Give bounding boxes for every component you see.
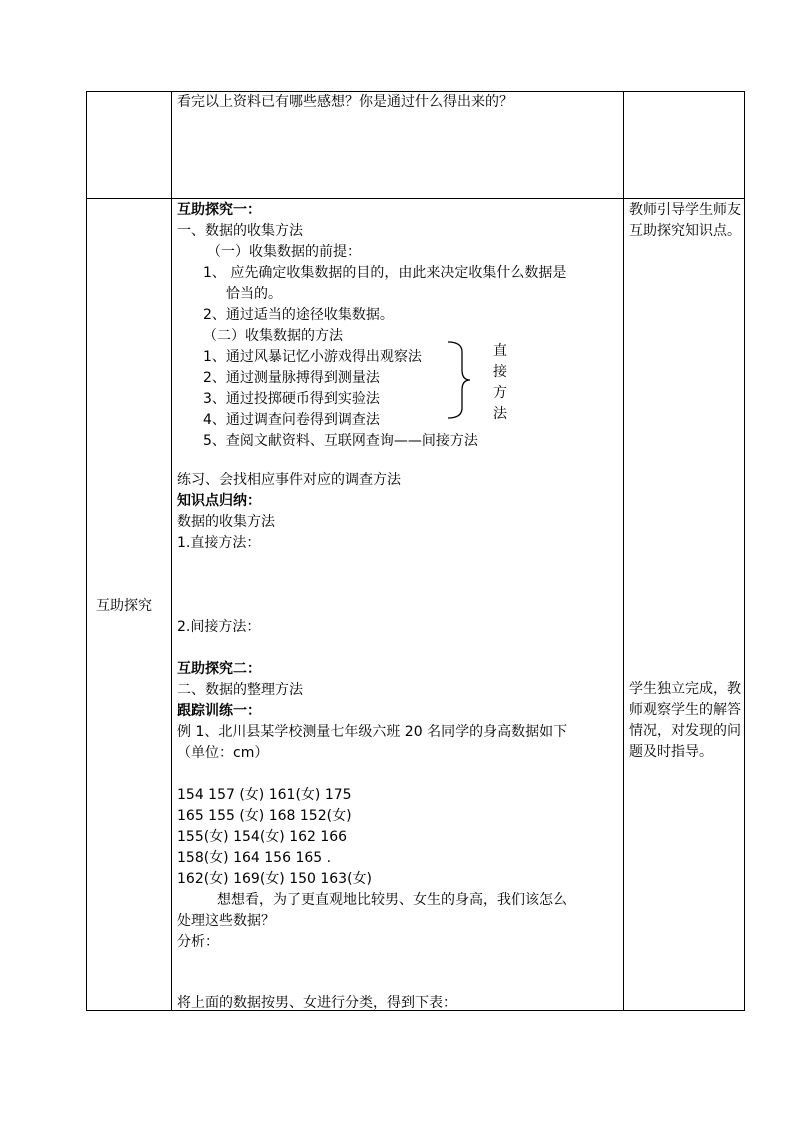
- direct-method-char-4: 法: [493, 406, 507, 422]
- collection-methods-heading: 一、数据的收集方法: [177, 223, 303, 239]
- practice-heading: 跟踪训练一：: [177, 703, 261, 719]
- height-data-row-5: 162(女) 169(女) 150 163(女): [177, 871, 373, 887]
- premise-item-2: 2、通过适当的途径收集数据。: [203, 307, 394, 323]
- exercise-line: 练习、会找相应事件对应的调查方法: [177, 472, 401, 488]
- method-item-5: 5、查阅文献资料、互联网查询——间接方法: [203, 433, 478, 449]
- direct-method-blank: 1.直接方法：: [177, 535, 261, 551]
- inquiry-two-heading: 互助探究二：: [177, 661, 261, 677]
- example-line-2: （单位：cm）: [177, 745, 269, 761]
- think-question-line-2: 处理这些数据？: [177, 913, 275, 929]
- premise-item-1-line-2: 恰当的。: [226, 286, 282, 302]
- think-question-line-1: 想想看，为了更直观地比较男、女生的身高，我们该怎么: [217, 892, 567, 908]
- right-brace-icon: [446, 340, 476, 420]
- height-data-row-3: 155(女) 154(女) 162 166: [177, 829, 348, 845]
- method-item-4: 4、通过调查问卷得到调查法: [203, 412, 380, 428]
- classify-line: 将上面的数据按男、女进行分类，得到下表：: [177, 995, 457, 1011]
- teacher-note-2: 学生独立完成，教师观察学生的解答情况，对发现的问题及时指导。: [629, 681, 741, 760]
- height-data-row-2: 165 155 (女) 168 152(女): [177, 808, 352, 824]
- method-item-3: 3、通过投掷硬币得到实验法: [203, 391, 380, 407]
- height-data-row-1: 154 157 (女) 161(女) 175: [177, 787, 352, 803]
- reflection-question: 看完以上资料已有哪些感想？你是通过什么得出来的？: [177, 94, 513, 110]
- teacher-note-1: 教师引导学生师友互助探究知识点。: [629, 202, 741, 239]
- direct-method-char-3: 方: [493, 385, 507, 401]
- table-col-divider-1: [171, 91, 172, 1011]
- table-border-left: [86, 91, 87, 1011]
- table-border-right: [744, 91, 745, 1011]
- indirect-method-blank: 2.间接方法：: [177, 619, 261, 635]
- organize-methods-heading: 二、数据的整理方法: [177, 682, 303, 698]
- table-row-divider: [86, 198, 745, 199]
- section-label: 互助探究: [96, 598, 152, 614]
- method-item-2: 2、通过测量脉搏得到测量法: [203, 370, 380, 386]
- premise-item-1-line-1: 1、 应先确定收集数据的目的，由此来决定收集什么数据是: [203, 265, 567, 281]
- height-data-row-4: 158(女) 164 156 165 .: [177, 850, 332, 866]
- example-line-1: 例 1、北川县某学校测量七年级六班 20 名同学的身高数据如下: [177, 724, 568, 740]
- methods-subheading: （二）收集数据的方法: [203, 328, 343, 344]
- summary-heading: 知识点归纳：: [177, 493, 261, 509]
- direct-method-char-2: 接: [493, 364, 507, 380]
- method-item-1: 1、通过风暴记忆小游戏得出观察法: [203, 349, 422, 365]
- table-col-divider-2: [623, 91, 624, 1011]
- inquiry-one-heading: 互助探究一：: [177, 202, 261, 218]
- direct-method-char-1: 直: [493, 343, 507, 359]
- premise-subheading: （一）收集数据的前提：: [207, 244, 361, 260]
- summary-topic: 数据的收集方法: [177, 514, 275, 530]
- analysis-label: 分析：: [177, 934, 219, 950]
